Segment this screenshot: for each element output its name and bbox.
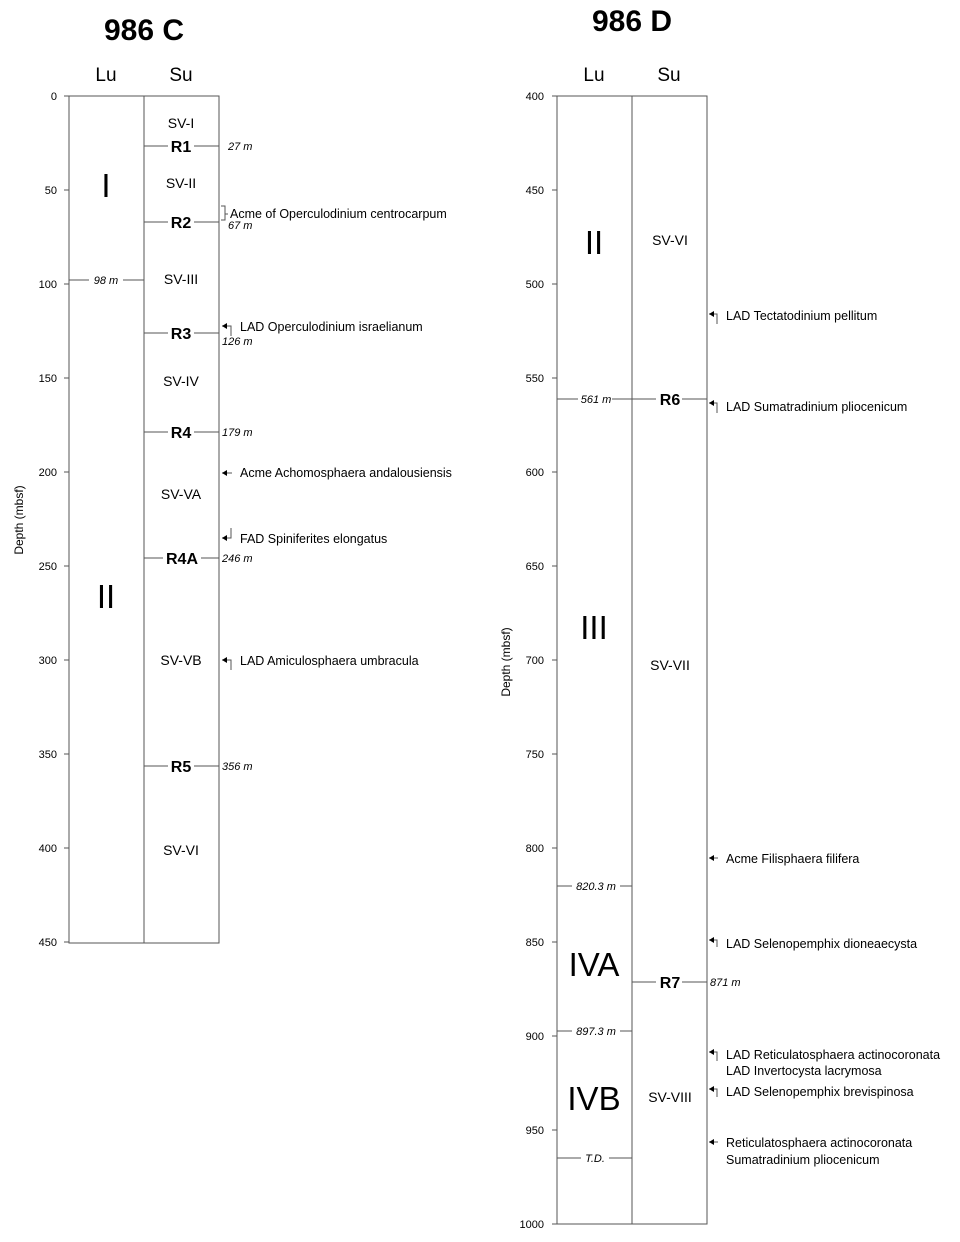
su-unit-label: SV-VI: [652, 232, 688, 248]
lu-unit-label: I: [101, 167, 111, 204]
tick-label: 300: [38, 655, 57, 667]
su-unit-label: SV-VIII: [648, 1089, 692, 1105]
tick-label: 850: [525, 937, 544, 949]
panel-title: 986 C: [103, 14, 185, 47]
lu-boundary-depth: 98 m: [93, 275, 119, 287]
lu-unit-label: IVA: [568, 946, 620, 983]
tick-label: 400: [525, 91, 544, 103]
tick-label: 500: [525, 279, 544, 291]
range-bracket-icon: [221, 206, 228, 220]
reflector-depth: 356 m: [222, 761, 253, 773]
reflector-label: R7: [659, 975, 681, 992]
tick-label: 0: [50, 91, 57, 103]
arrowhead-icon: [222, 470, 227, 476]
arrowhead-icon: [709, 1049, 714, 1055]
lu-boundary-depth: 897.3 m: [576, 1026, 616, 1038]
reflector-label: R2: [170, 215, 192, 232]
arrowhead-icon: [709, 311, 714, 317]
event-label: LAD Operculodinium israelianum: [240, 320, 423, 334]
event-label: LAD Invertocysta lacrymosa: [726, 1064, 882, 1078]
lu-column-header: Lu: [583, 65, 605, 86]
lu-unit-label: II: [584, 224, 604, 261]
su-unit-label: SV-II: [165, 175, 197, 191]
lu-unit-label: IVB: [567, 1080, 621, 1117]
tick-label: 450: [525, 185, 544, 197]
lu-boundary-depth: T.D.: [585, 1153, 605, 1165]
arrowhead-icon: [222, 535, 227, 541]
panel-986d: [499, 5, 940, 1231]
tick-label: 700: [525, 655, 544, 667]
arrowhead-icon: [222, 323, 227, 329]
tick-label: 100: [38, 279, 57, 291]
su-unit-label: SV-VII: [650, 657, 690, 673]
tick-label: 200: [38, 467, 57, 479]
tick-label: 750: [525, 749, 544, 761]
su-column-header: Su: [657, 65, 681, 86]
reflector-depth: 126 m: [222, 336, 253, 348]
arrowhead-icon: [709, 1086, 714, 1092]
reflector-depth: 871 m: [710, 977, 741, 989]
arrowhead-icon: [709, 937, 714, 943]
reflector-label: R5: [170, 759, 192, 776]
reflector-label: R4: [170, 425, 192, 442]
su-column-header: Su: [169, 65, 193, 86]
tick-label: 350: [38, 749, 57, 761]
lu-boundary-depth: 561 m: [580, 394, 612, 406]
tick-label: 150: [38, 373, 57, 385]
tick-label: 900: [525, 1031, 544, 1043]
event-label: Acme Filisphaera filifera: [726, 852, 860, 866]
reflector-label: R6: [659, 392, 681, 409]
event-label: LAD Selenopemphix brevispinosa: [726, 1085, 914, 1099]
tick-label: 450: [38, 937, 57, 949]
su-unit-label: SV-VA: [160, 486, 202, 502]
tick-label: 950: [525, 1125, 544, 1137]
depth-ticks: [520, 91, 557, 1231]
event-label: LAD Tectatodinium pellitum: [726, 309, 878, 323]
depth-axis-label: Depth (mbsf): [12, 485, 26, 555]
su-unit-label: SV-VI: [163, 842, 199, 858]
su-unit-label: SV-IV: [163, 373, 199, 389]
tick-label: 1000: [519, 1219, 544, 1231]
event-label: Sumatradinium pliocenicum: [726, 1153, 880, 1167]
arrowhead-icon: [709, 1139, 714, 1145]
tick-label: 550: [525, 373, 544, 385]
event-label: LAD Selenopemphix dioneaecysta: [726, 937, 918, 951]
reflector-depth: 67 m: [228, 220, 253, 232]
event-label: Reticulatosphaera actinocoronata: [726, 1136, 913, 1150]
event-label: LAD Reticulatosphaera actinocoronata: [726, 1048, 941, 1062]
su-unit-label: SV-I: [167, 115, 195, 131]
arrowhead-icon: [222, 657, 227, 663]
tick-label: 600: [525, 467, 544, 479]
depth-axis-label: Depth (mbsf): [499, 627, 513, 697]
panel-title: 986 D: [591, 5, 673, 38]
su-unit-label: SV-III: [163, 271, 199, 287]
reflector-label: R3: [170, 326, 192, 343]
lu-unit-label: II: [96, 578, 116, 615]
panel-986c: [12, 14, 452, 949]
arrowhead-icon: [709, 400, 714, 406]
lu-column-header: Lu: [95, 65, 117, 86]
reflector-depth: 179 m: [222, 427, 253, 439]
arrowhead-icon: [709, 855, 714, 861]
lu-boundary-depth: 820.3 m: [576, 881, 616, 893]
reflector-depth: 246 m: [222, 553, 253, 565]
tick-label: 50: [44, 185, 57, 197]
reflector-depth: 27 m: [228, 141, 253, 153]
event-label: LAD Amiculosphaera umbracula: [240, 654, 419, 668]
lu-unit-label: III: [580, 609, 608, 646]
su-unit-label: SV-VB: [160, 652, 202, 668]
event-label: FAD Spiniferites elongatus: [240, 532, 388, 546]
tick-label: 250: [38, 561, 57, 573]
tick-label: 400: [38, 843, 57, 855]
reflector-label: R1: [170, 139, 192, 156]
tick-label: 800: [525, 843, 544, 855]
reflector-label: R4A: [165, 551, 199, 568]
tick-label: 650: [525, 561, 544, 573]
depth-ticks: [39, 91, 69, 949]
event-label: Acme of Operculodinium centrocarpum: [230, 207, 447, 221]
event-label: Acme Achomosphaera andalousiensis: [240, 466, 452, 480]
event-label: LAD Sumatradinium pliocenicum: [726, 400, 908, 414]
